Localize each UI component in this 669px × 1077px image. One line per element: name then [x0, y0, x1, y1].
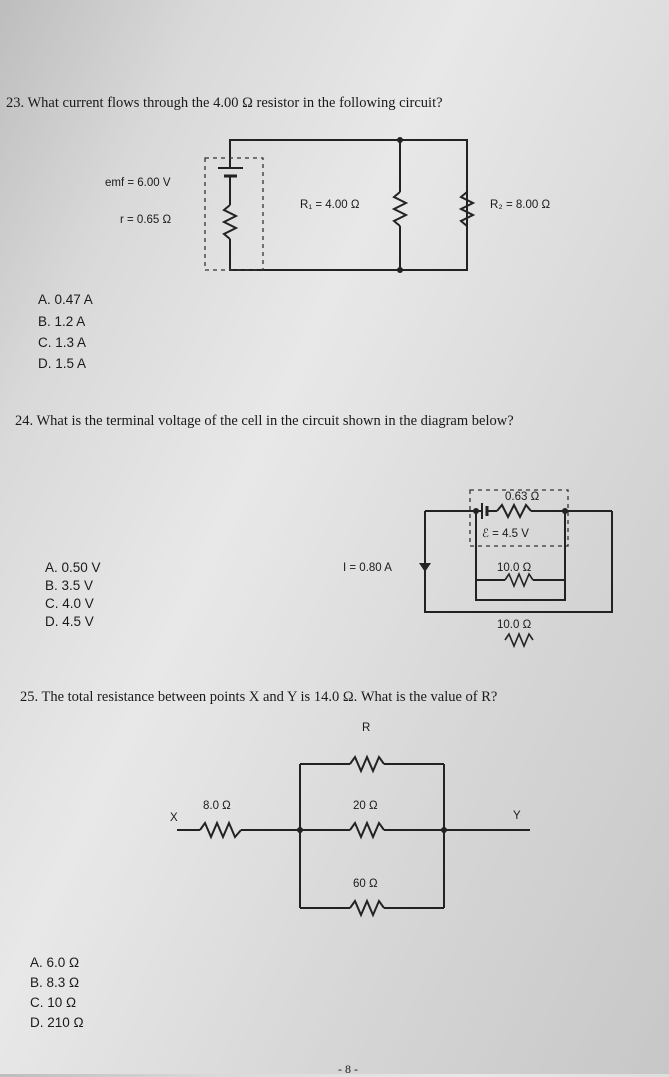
q24-current-label: I = 0.80 A [343, 562, 392, 574]
q24-emf-label: ℰ = 4.5 V [482, 528, 529, 540]
q24-option-b[interactable]: B. 3.5 V [45, 578, 94, 593]
page-number: - 8 - [338, 1062, 358, 1076]
q24-internal-resistance-label: 0.63 Ω [505, 491, 540, 503]
q24-option-c[interactable]: C. 4.0 V [45, 596, 94, 611]
q23-r1-label: R₁ = 4.00 Ω [300, 199, 360, 211]
q25-option-a[interactable]: A. 6.0 Ω [30, 955, 80, 970]
q23-emf-label: emf = 6.00 V [105, 177, 171, 189]
q25-option-b[interactable]: B. 8.3 Ω [30, 975, 80, 990]
question-24: 24. What is the terminal voltage of the cell in the circuit shown in the diagram below? [15, 413, 514, 429]
q25-option-c[interactable]: C. 10 Ω [30, 995, 77, 1010]
q25-mid-resistor-label: 20 Ω [353, 800, 378, 812]
q23-internal-resistance-label: r = 0.65 Ω [120, 214, 172, 226]
q25-point-y: Y [513, 810, 521, 822]
q25-point-x: X [170, 812, 178, 824]
q23-r2-label: R₂ = 8.00 Ω [490, 199, 551, 211]
q24-option-a[interactable]: A. 0.50 V [45, 560, 101, 575]
q25-option-d[interactable]: D. 210 Ω [30, 1015, 84, 1030]
question-25: 25. The total resistance between points X and Y is 14.0 Ω. What is the value of R? [20, 689, 498, 705]
q23-option-c[interactable]: C. 1.3 A [38, 335, 87, 350]
q25-series-resistor-label: 8.0 Ω [203, 800, 231, 812]
q25-bottom-resistor-label: 60 Ω [353, 878, 378, 890]
q23-option-d[interactable]: D. 1.5 A [38, 356, 87, 371]
q24-resistor-top-label: 10.0 Ω [497, 562, 532, 574]
q25-r-label: R [362, 722, 371, 734]
q23-option-b[interactable]: B. 1.2 A [38, 314, 86, 329]
q24-resistor-bottom-label: 10.0 Ω [497, 619, 532, 631]
q24-option-d[interactable]: D. 4.5 V [45, 614, 94, 629]
question-23: 23. What current flows through the 4.00 Ω resistor in the following circuit? [6, 95, 443, 111]
q23-option-a[interactable]: A. 0.47 A [38, 292, 93, 307]
